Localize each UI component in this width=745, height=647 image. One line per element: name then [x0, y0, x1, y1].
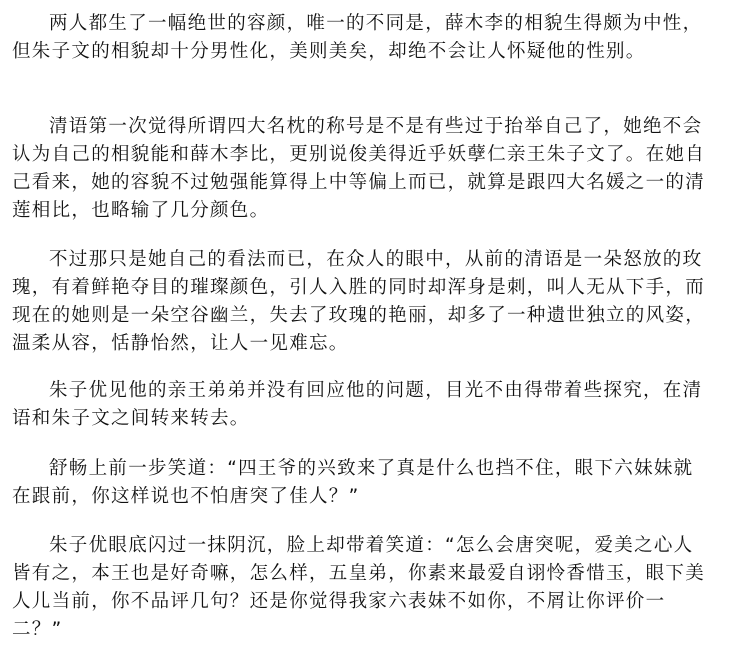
paragraph-2: 清语第一次觉得所谓四大名枕的称号是不是有些过于抬举自己了，她绝不会认为自己的相貌能和薛木李比，更别说俊美得近乎妖孽仁亲王朱子文了。在她自己看来，她的容貌不过勉强能算得上中等偏上而已，就算是跟四大名媛之一的清莲相比，也略输了几分颜色。: [12, 116, 706, 221]
paragraph-6: 朱子优眼底闪过一抹阴沉，脸上却带着笑道：“怎么会唐突呢，爱美之心人皆有之，本王也是好奇嘛，怎么样，五皇弟，你素来最爱自诩怜香惜玉，眼下美人儿当前，你不品评几句？还是你觉得我家六表妹不如你，不屑让你评价一二？”: [12, 535, 706, 640]
paragraph-4: 朱子优见他的亲王弟弟并没有回应他的问题，目光不由得带着些探究，在清语和朱子文之间转来转去。: [12, 380, 703, 429]
paragraph-5: 舒畅上前一步笑道：“四王爷的兴致来了真是什么也挡不住，眼下六妹妹就在跟前，你这样说也不怕唐突了佳人？”: [12, 458, 694, 507]
paragraph-1: 两人都生了一幅绝世的容颜，唯一的不同是，薛木李的相貌生得颇为中性，但朱子文的相貌却十分男性化，美则美矣，却绝不会让人怀疑他的性别。: [12, 13, 703, 62]
paragraph-3: 不过那只是她自己的看法而已，在众人的眼中，从前的清语是一朵怒放的玫瑰，有着鲜艳夺目的璀璨颜色，引人入胜的同时却浑身是刺，叫人无从下手，而现在的她则是一朵空谷幽兰，失去了玫瑰的艳丽，却多了一种遗世独立的风姿，温柔从容，恬静怡然，让人一见难忘。: [12, 249, 706, 354]
